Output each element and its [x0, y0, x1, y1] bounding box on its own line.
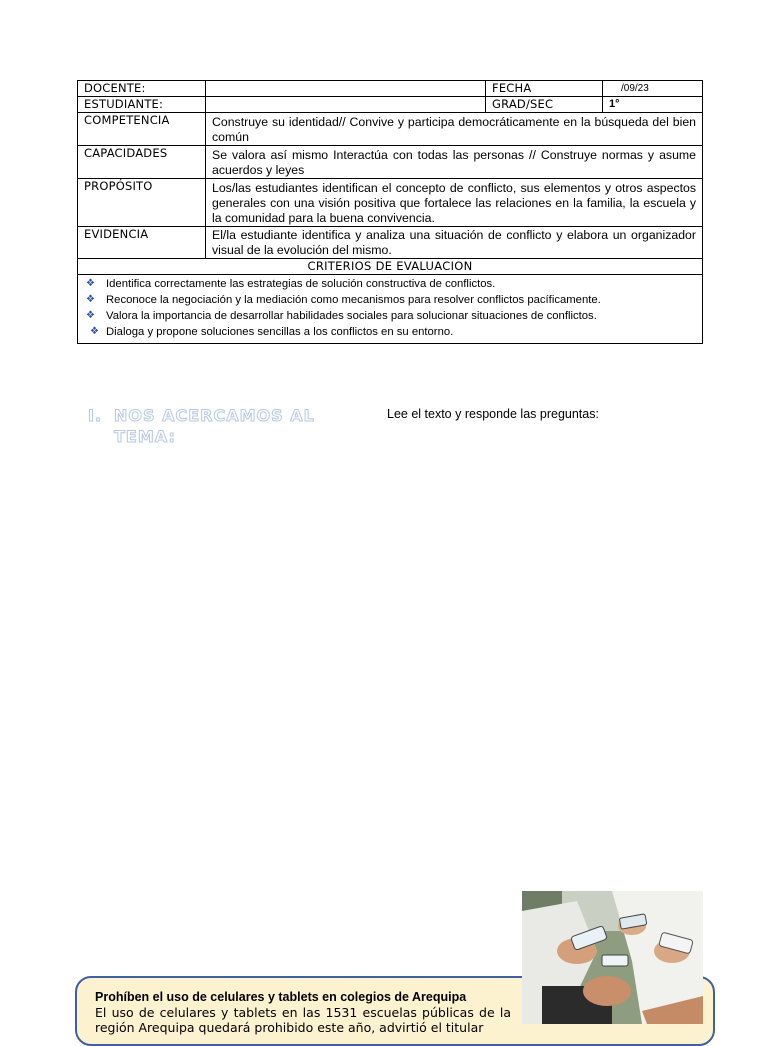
evidencia-label: EVIDENCIA: [78, 227, 206, 259]
diamond-bullet-icon: ❖: [86, 278, 95, 289]
diamond-bullet-icon: ❖: [86, 310, 95, 321]
fecha-value: /09/23: [603, 81, 703, 97]
evidencia-value: El/la estudiante identifica y analiza una situación de conflicto y elabora un organizador visual de la evolución del mismo.: [206, 227, 703, 259]
photo-illustration: [522, 891, 703, 1024]
capacidades-value: Se valora así mismo Interactúa con todas las personas // Construye normas y asume acuerdos y leyes: [206, 146, 703, 179]
competencia-value: Construye su identidad// Convive y participa democráticamente en la búsqueda del bien común: [206, 113, 703, 146]
list-item: ❖ Identifica correctamente las estrategias de solución constructiva de conflictos.: [86, 278, 496, 290]
proposito-label: PROPÓSITO: [78, 179, 206, 227]
competencia-label: COMPETENCIA: [78, 113, 206, 146]
row-criterios-head: [78, 259, 703, 275]
list-item: ❖ Dialoga y propone soluciones sencillas a los conflictos en su entorno.: [90, 326, 454, 338]
row-competencia: [78, 113, 703, 146]
section-title-line2: TEMA:: [114, 427, 176, 446]
section-title-line1: NOS ACERCAMOS AL: [114, 406, 315, 425]
diamond-bullet-icon: ❖: [90, 326, 99, 337]
news-text: El uso de celulares y tablets en las 1531 escuelas públicas de la región Arequipa quedará prohibido este año, advirtió el titular: [95, 1005, 511, 1035]
header-table: [77, 80, 703, 344]
criterios-heading: CRITERIOS DE EVALUACION: [78, 259, 703, 275]
capacidades-label: CAPACIDADES: [78, 146, 206, 179]
row-capacidades: [78, 146, 703, 179]
docente-value: [206, 81, 486, 97]
row-criterios: [78, 275, 703, 344]
diamond-bullet-icon: ❖: [86, 294, 95, 305]
section-title: [88, 405, 315, 447]
proposito-value: Los/las estudiantes identifican el concepto de conflicto, sus elementos y otros aspectos generales con una visión positiva que fortalece las relaciones en la familia, la escuela y la comunidad para la buena convivencia.: [206, 179, 703, 227]
grad-label: GRAD/SEC: [486, 97, 603, 113]
docente-label: DOCENTE:: [78, 81, 206, 97]
students-phones-photo: [522, 891, 703, 1024]
estudiante-label: ESTUDIANTE:: [78, 97, 206, 113]
list-item: ❖ Reconoce la negociación y la mediación como mecanismos para resolver conflictos pacíficamente.: [86, 294, 601, 306]
list-item: ❖ Valora la importancia de desarrollar habilidades sociales para solucionar situaciones de conflictos.: [86, 310, 597, 322]
criterios-list: [78, 275, 702, 343]
instruction-text: Lee el texto y responde las preguntas:: [387, 407, 599, 421]
grad-value: 1°: [603, 97, 703, 113]
row-docente: [78, 81, 703, 97]
estudiante-value: [206, 97, 486, 113]
news-title: Prohíben el uso de celulares y tablets en colegios de Arequipa: [95, 990, 467, 1004]
row-evidencia: [78, 227, 703, 259]
fecha-label: FECHA: [486, 81, 603, 97]
section-number: I.: [88, 406, 103, 425]
row-estudiante: [78, 97, 703, 113]
row-proposito: [78, 179, 703, 227]
